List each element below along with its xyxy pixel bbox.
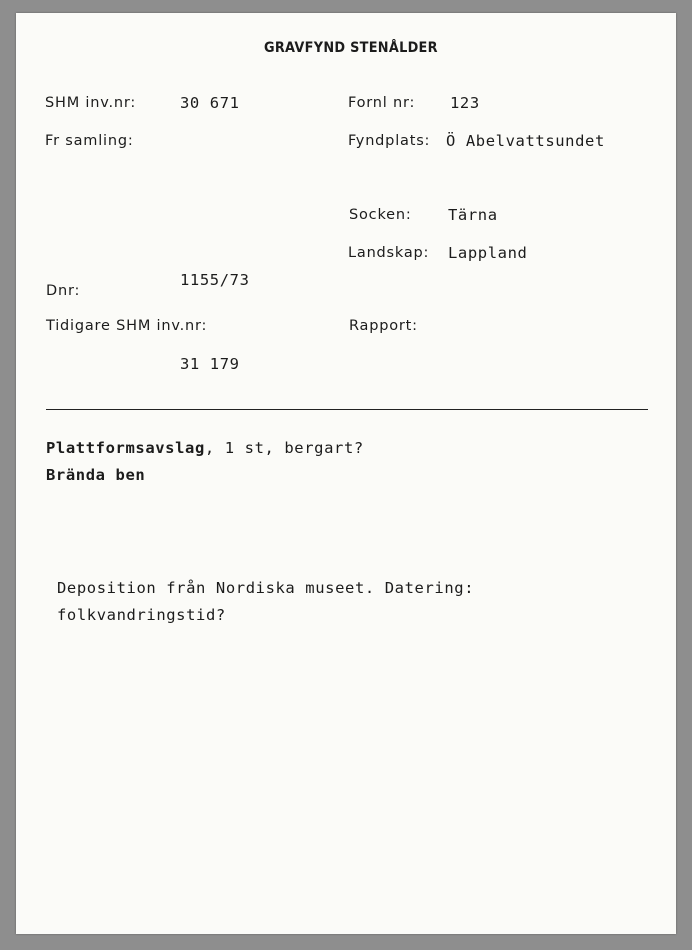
fr-samling-label: Fr samling:	[45, 133, 134, 149]
find-details: , 1 st, bergart?	[204, 439, 364, 457]
tidigare-shm-label: Tidigare SHM inv.nr:	[46, 318, 208, 334]
catalog-card	[16, 13, 676, 934]
tidigare-shm-value: 31 179	[180, 355, 240, 373]
dnr-label: Dnr:	[46, 283, 81, 299]
fornl-label: Fornl nr:	[348, 95, 416, 111]
landskap-value: Lappland	[448, 244, 528, 262]
card-title: GRAVFYND STENÅLDER	[264, 40, 438, 56]
socken-label: Socken:	[349, 207, 412, 223]
shm-inv-value: 30 671	[180, 94, 240, 112]
fornl-value: 123	[450, 94, 480, 112]
fyndplats-value: Ö Abelvattsundet	[446, 132, 605, 150]
landskap-label: Landskap:	[348, 245, 430, 261]
find-type: Plattformsavslag	[46, 439, 205, 457]
note-line-2: folkvandringstid?	[57, 606, 226, 624]
socken-value: Tärna	[448, 206, 498, 224]
fyndplats-label: Fyndplats:	[348, 133, 431, 149]
divider-line	[46, 409, 648, 410]
find-line-2: Brända ben	[46, 466, 146, 484]
rapport-label: Rapport:	[349, 318, 418, 334]
shm-inv-label: SHM inv.nr:	[45, 95, 137, 111]
note-line-1: Deposition från Nordiska museet. Datering:	[57, 579, 475, 597]
find-description	[46, 439, 364, 457]
dnr-value: 1155/73	[180, 271, 250, 289]
